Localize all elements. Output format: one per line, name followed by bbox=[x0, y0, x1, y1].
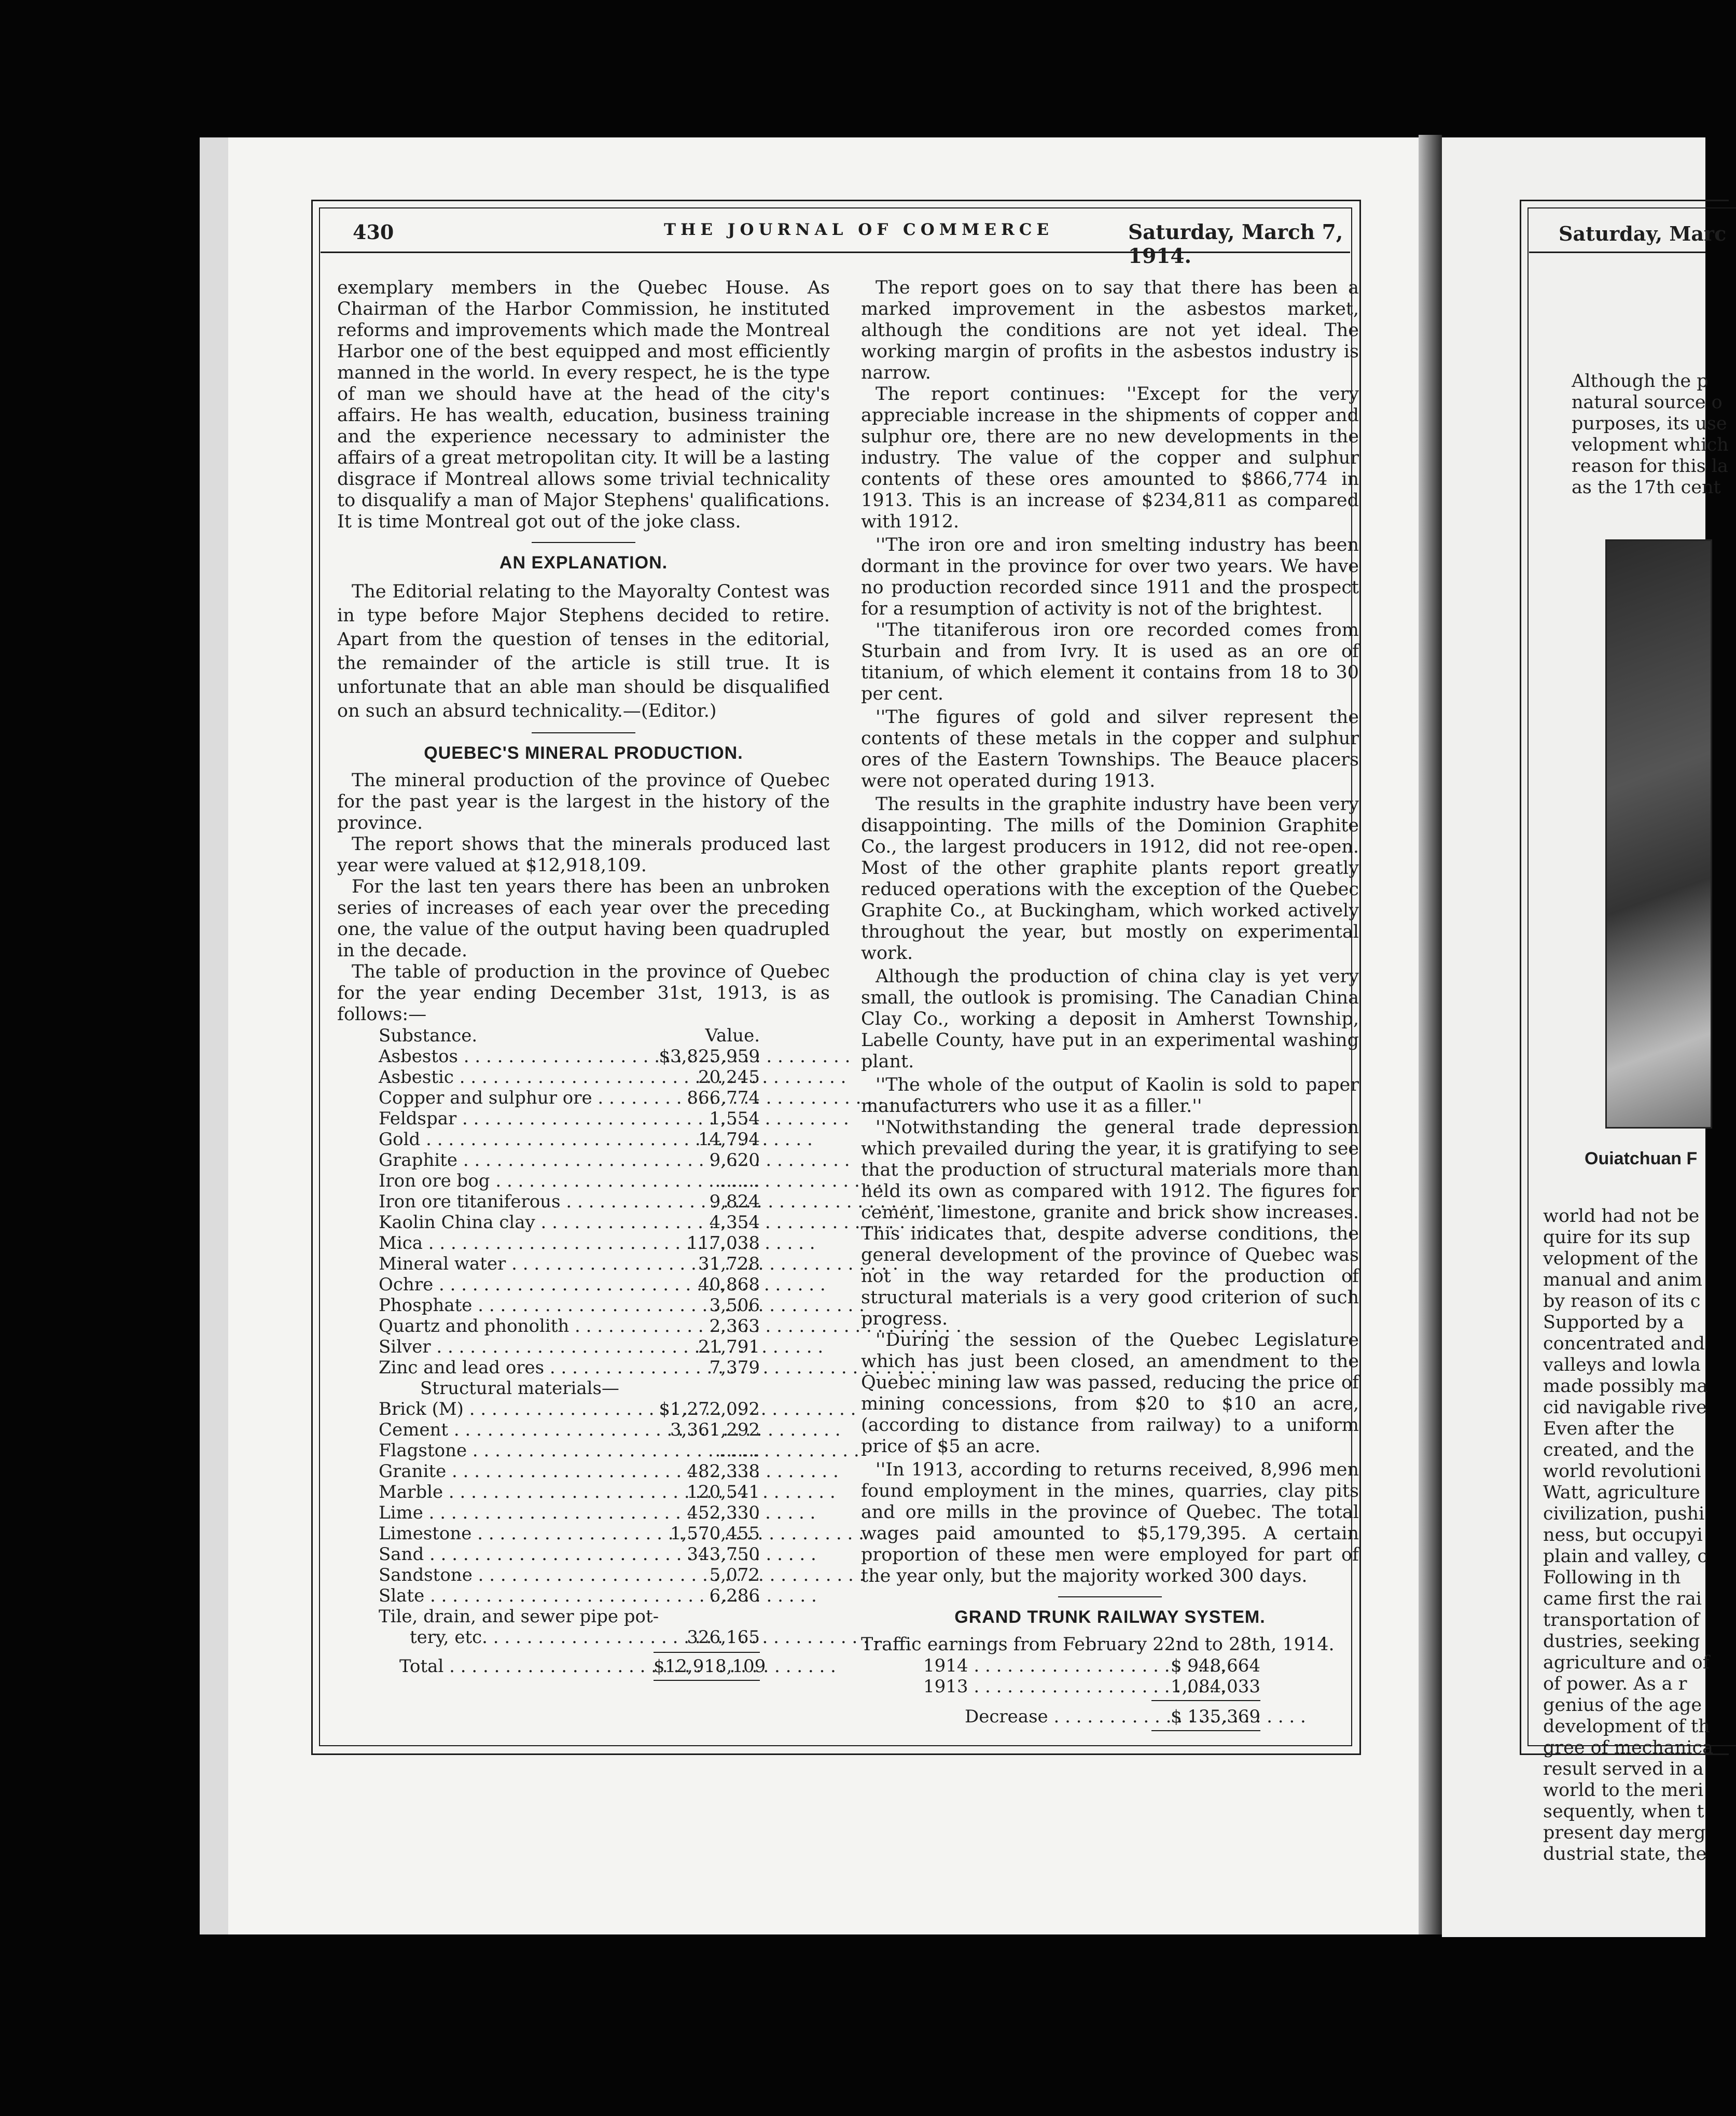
row-value: 3,361,292 bbox=[670, 1419, 760, 1440]
facing-header-rule bbox=[1529, 252, 1705, 253]
mineral-paragraph: For the last ten years there has been an unbroken series of increases of each year over the preceding one, the value of the output having been quadrupled in the decade. bbox=[337, 876, 830, 961]
structural-subheading-row bbox=[337, 1378, 830, 1399]
traffic-rows bbox=[861, 1655, 1359, 1697]
facing-page-top-text bbox=[1572, 371, 1729, 498]
row-value: 7,379 bbox=[709, 1357, 760, 1378]
facing-text-line: came first the rai bbox=[1543, 1589, 1702, 1609]
row-value: 14,794 bbox=[698, 1129, 760, 1150]
report-paragraph: ''The iron ore and iron smelting industry has been dormant in the province for over two years. We have no production recorded since 1911 and the prospect for a resumption of activity is not of the brightest. bbox=[861, 535, 1359, 619]
mineral-paragraph: The table of production in the province of Quebec for the year ending December 31st, 1913, is as follows:— bbox=[337, 962, 830, 1025]
decrease-value: $ 135,369 bbox=[1170, 1706, 1260, 1727]
facing-text-line: present day merg bbox=[1543, 1822, 1706, 1843]
decrease-row bbox=[861, 1706, 1359, 1727]
table-row bbox=[337, 1108, 830, 1129]
facing-page-caption: Ouiatchuan F bbox=[1585, 1149, 1698, 1168]
right-column bbox=[861, 277, 1359, 1736]
row-value: 4,354 bbox=[709, 1212, 760, 1233]
row-value: 31,728 bbox=[698, 1254, 760, 1274]
table-row bbox=[337, 1337, 830, 1357]
row-value: 20,245 bbox=[698, 1067, 760, 1088]
row-name: Marble . . . bbox=[337, 1482, 654, 1502]
report-paragraph: ''During the session of the Quebec Legislature which has just been closed, an amendment to the Quebec mining law was passed, reducing the price of mining concessions, from $20 to $10 an acre, (according to distance from railway) to a uniform price of $5 an acre. bbox=[861, 1330, 1359, 1457]
row-name: Phosphate . . . bbox=[337, 1295, 654, 1316]
row-value: ........ bbox=[715, 1171, 760, 1191]
facing-text-line: created, and the bbox=[1543, 1440, 1695, 1460]
table-row bbox=[337, 1150, 830, 1171]
row-name: Silver . . . bbox=[337, 1337, 654, 1357]
structural-rows bbox=[337, 1399, 830, 1606]
report-paragraph: ''Notwithstanding the general trade depression which prevailed during the year, it is gratifying to see that the production of structural materials more than held its own as compared with 1912. The figures for cement, limestone, granite and brick show increases. This indicates that, despite adverse conditions, the general development of the province of Quebec was not in the way retarded for the production of structural materials is a very good criterion of such progress. bbox=[861, 1117, 1359, 1329]
facing-text-line: ness, but occupyi bbox=[1543, 1525, 1703, 1546]
row-name: Granite . . . bbox=[337, 1461, 654, 1482]
row-name: Kaolin China clay . . . bbox=[337, 1212, 654, 1233]
earnings-rule bbox=[1151, 1700, 1260, 1701]
facing-text-line: world had not be bbox=[1543, 1206, 1700, 1227]
row-value: 5,072 bbox=[709, 1565, 760, 1585]
row-value: $3,825,959 bbox=[659, 1046, 760, 1067]
mineral-paragraph: The mineral production of the province of Quebec for the past year is the largest in the history of the province. bbox=[337, 770, 830, 833]
page-header bbox=[332, 215, 1359, 268]
total-row bbox=[337, 1656, 830, 1677]
editorial-continuation: exemplary members in the Quebec House. As Chairman of the Harbor Commission, he instituted reforms and improvements which made the Montreal Harbor one of the best equipped and most efficiently manned in the world. In every respect, he is the type of man we should have at the head of the city's affairs. He has wealth, education, business training and the experience necessary to administer the affairs of a great metropolitan city. It will be a lasting disgrace if Montreal allows some trivial technicality to disqualify a man of Major Stephens' qualifications. It is time Montreal got out of the joke class. bbox=[337, 277, 830, 532]
row-value: 482,338 bbox=[687, 1461, 760, 1482]
report-paragraph: Although the production of china clay is yet very small, the outlook is promising. The Canadian China Clay Co., working a deposit in Amherst Township, Labelle County, have put in an experimental washing plant. bbox=[861, 966, 1359, 1072]
facing-text-line: concentrated and bbox=[1543, 1333, 1705, 1354]
row-value: 3,506 bbox=[709, 1295, 760, 1316]
table-row bbox=[337, 1274, 830, 1295]
page-edge bbox=[200, 137, 228, 1934]
facing-page-date: Saturday, Marc bbox=[1559, 222, 1727, 245]
facing-text-line: natural source o bbox=[1572, 392, 1723, 413]
row-name: Feldspar . . . bbox=[337, 1108, 654, 1129]
report-paragraph: The results in the graphite industry have been very disappointing. The mills of the Dominion Graphite Co., the largest producers in 1912, did not ree-open. Most of the other graphite plants report greatly reduced operations with the exception of the Quebec Graphite Co., at Buckingham, which worked actively throughout the year, but mostly on experimental work. bbox=[861, 794, 1359, 964]
structural-subheading: Structural materials— bbox=[420, 1378, 619, 1399]
facing-text-line: reason for this la bbox=[1572, 456, 1728, 477]
table-row bbox=[337, 1440, 830, 1461]
facing-text-line: manual and anim bbox=[1543, 1270, 1703, 1290]
row-name: Sand . . . bbox=[337, 1544, 654, 1565]
earnings-row bbox=[861, 1676, 1359, 1697]
grand-trunk-intro: Traffic earnings from February 22nd to 28th, 1914. bbox=[861, 1634, 1335, 1655]
facing-text-line: genius of the age bbox=[1543, 1695, 1702, 1716]
report-paragraph: ''The titaniferous iron ore recorded comes from Sturbain and from Ivry. It is used as an ore of titanium, of which element it contains from 18 to 30 per cent. bbox=[861, 620, 1359, 704]
report-paragraph: ''In 1913, according to returns received, 8,996 men found employment in the mines, quarries, clay pits and ore mills in the province of Quebec. The total wages paid amounted to $5,179,395. A certain proportion of these men were employed for part of the year only, but the majority worked 300 days. bbox=[861, 1459, 1359, 1586]
row-value: 1,570,455 bbox=[670, 1523, 760, 1544]
table-row bbox=[337, 1088, 830, 1108]
table-row bbox=[337, 1191, 830, 1212]
earnings-value: 1,084,033 bbox=[1170, 1676, 1260, 1697]
total-value: $12,918,109 bbox=[654, 1656, 766, 1677]
journal-title: THE JOURNAL OF COMMERCE bbox=[664, 220, 1054, 239]
page-number: 430 bbox=[353, 220, 394, 244]
facing-text-line: cid navigable rive bbox=[1543, 1397, 1707, 1418]
table-row bbox=[337, 1357, 830, 1378]
facing-text-line: velopment which bbox=[1572, 435, 1729, 455]
row-name: Zinc and lead ores . . . bbox=[337, 1357, 654, 1378]
issue-date: Saturday, March 7, 1914. bbox=[1128, 220, 1343, 268]
facing-page-photograph bbox=[1605, 539, 1712, 1129]
earnings-row bbox=[861, 1655, 1359, 1676]
row-name: Flagstone . . . bbox=[337, 1440, 654, 1461]
facing-text-line: Even after the bbox=[1543, 1418, 1675, 1439]
table-row bbox=[337, 1316, 830, 1337]
facing-text-line: Supported by a bbox=[1543, 1312, 1684, 1333]
facing-text-line: sequently, when t bbox=[1543, 1801, 1704, 1822]
total-rule bbox=[654, 1652, 760, 1653]
earnings-year: 1914 . . . bbox=[861, 1655, 1151, 1676]
table-row bbox=[337, 1461, 830, 1482]
row-name: tery, etc. . . . bbox=[337, 1627, 654, 1648]
row-value: 9,824 bbox=[709, 1191, 760, 1212]
row-name: Iron ore bog . . . bbox=[337, 1171, 654, 1191]
row-value: $1,272,092 bbox=[659, 1399, 760, 1419]
row-name: Mineral water . . . bbox=[337, 1254, 654, 1274]
row-name: Mica . . . bbox=[337, 1233, 654, 1254]
facing-text-line: Although the p bbox=[1572, 371, 1709, 392]
facing-text-line: purposes, its use bbox=[1572, 413, 1727, 434]
row-name: Limestone . . . bbox=[337, 1523, 654, 1544]
row-value: 21,791 bbox=[698, 1337, 760, 1357]
row-name: Quartz and phonolith . . . bbox=[337, 1316, 654, 1337]
explanation-text: The Editorial relating to the Mayoralty Contest was in type before Major Stephens decided to retire. Apart from the question of tenses in the editorial, the remainder of the article is still true. It is unfortunate that an able man should be disqualified on such an absurd technicality.—(Editor.) bbox=[337, 581, 830, 721]
table-row bbox=[337, 1046, 830, 1067]
row-value: 1,554 bbox=[709, 1108, 760, 1129]
facing-text-line: valleys and lowla bbox=[1543, 1355, 1701, 1375]
table-row bbox=[337, 1565, 830, 1585]
section-divider bbox=[532, 732, 635, 733]
row-name: Cement . . . bbox=[337, 1419, 654, 1440]
row-name: Graphite . . . bbox=[337, 1150, 654, 1171]
row-name: Tile, drain, and sewer pipe pot- bbox=[379, 1606, 659, 1627]
table-row bbox=[337, 1482, 830, 1502]
report-paragraph: The report continues: ''Except for the very appreciable increase in the shipments of copper and sulphur ore, there are no new developments in the industry. The value of the copper and sulphur contents of these ores amounted to $866,774 in 1913. This is an increase of $234,811 as compared with 1912. bbox=[861, 384, 1359, 532]
row-value: ........ bbox=[715, 1440, 760, 1461]
table-row bbox=[337, 1606, 830, 1627]
facing-text-line: Following in th bbox=[1543, 1567, 1681, 1588]
table-row bbox=[337, 1295, 830, 1316]
traffic-earnings-table bbox=[861, 1655, 1359, 1731]
table-row bbox=[337, 1502, 830, 1523]
facing-text-line: of power. As a r bbox=[1543, 1674, 1687, 1694]
row-value: 120,541 bbox=[687, 1482, 760, 1502]
value-header: Value. bbox=[705, 1025, 760, 1046]
facing-text-line: dustrial state, the bbox=[1543, 1844, 1707, 1864]
table-row bbox=[337, 1067, 830, 1088]
facing-page-bottom-text bbox=[1543, 1206, 1713, 1865]
table-row bbox=[337, 1233, 830, 1254]
row-value: 9,620 bbox=[709, 1150, 760, 1171]
row-name: Asbestos . . . bbox=[337, 1046, 654, 1067]
row-name: Copper and sulphur ore . . . bbox=[337, 1088, 654, 1108]
row-name: Ochre . . . bbox=[337, 1274, 654, 1295]
table-header-row bbox=[337, 1025, 830, 1046]
table-row bbox=[337, 1212, 830, 1233]
mineral-production-table bbox=[337, 1025, 830, 1681]
facing-text-line: dustries, seeking bbox=[1543, 1631, 1700, 1652]
explanation-heading: AN EXPLANATION. bbox=[499, 553, 668, 573]
row-name: Sandstone . . . bbox=[337, 1565, 654, 1585]
row-value: 40,868 bbox=[698, 1274, 760, 1295]
grand-trunk-heading: GRAND TRUNK RAILWAY SYSTEM. bbox=[954, 1607, 1266, 1627]
facing-text-line: velopment of the bbox=[1543, 1248, 1699, 1269]
earnings-value: $ 948,664 bbox=[1170, 1655, 1260, 1676]
facing-text-line: made possibly ma bbox=[1543, 1376, 1708, 1397]
row-value: 117,038 bbox=[687, 1233, 760, 1254]
table-row bbox=[337, 1419, 830, 1440]
table-row bbox=[337, 1129, 830, 1150]
row-name: Brick (M) . . . bbox=[337, 1399, 654, 1419]
mineral-heading: QUEBEC'S MINERAL PRODUCTION. bbox=[424, 743, 743, 763]
binding-gutter bbox=[1419, 135, 1442, 1934]
facing-text-line: world revolutioni bbox=[1543, 1461, 1701, 1482]
table-row bbox=[337, 1171, 830, 1191]
mineral-rows bbox=[337, 1046, 830, 1378]
decrease-underline bbox=[1151, 1730, 1260, 1731]
table-row bbox=[337, 1523, 830, 1544]
row-name: Asbestic . . . bbox=[337, 1067, 654, 1088]
row-name: Slate . . . bbox=[337, 1585, 654, 1606]
left-column bbox=[337, 277, 830, 1681]
row-value: 866,774 bbox=[687, 1088, 760, 1108]
facing-text-line: result served in a bbox=[1543, 1759, 1704, 1779]
report-paragraph: ''The figures of gold and silver represent the contents of these metals in the copper and sulphur ores of the Eastern Townships. The Beauce placers were not operated during 1913. bbox=[861, 707, 1359, 791]
facing-text-line: agriculture and of bbox=[1543, 1652, 1710, 1673]
substance-header: Substance. bbox=[379, 1025, 478, 1046]
table-row bbox=[337, 1254, 830, 1274]
decrease-label: Decrease . . . bbox=[861, 1706, 1151, 1727]
facing-text-line: transportation of bbox=[1543, 1610, 1700, 1631]
section-divider bbox=[1058, 1596, 1162, 1597]
earnings-year: 1913 . . . bbox=[861, 1676, 1151, 1697]
facing-text-line: development of th bbox=[1543, 1716, 1710, 1737]
facing-text-line: gree of mechanica bbox=[1543, 1737, 1713, 1758]
total-label: Total . . . bbox=[337, 1656, 654, 1677]
section-divider bbox=[532, 542, 635, 543]
report-paragraph: The report goes on to say that there has been a marked improvement in the asbestos market, although the conditions are not yet ideal. The working margin of profits in the asbestos industry is narrow. bbox=[861, 277, 1359, 383]
mineral-paragraph: The report shows that the minerals produced last year were valued at $12,918,109. bbox=[337, 834, 830, 876]
total-underline bbox=[654, 1680, 760, 1681]
row-value: 343,750 bbox=[687, 1544, 760, 1565]
explanation-body bbox=[337, 580, 830, 723]
facing-text-line: civilization, pushi bbox=[1543, 1504, 1705, 1524]
facing-text-line: by reason of its c bbox=[1543, 1291, 1701, 1312]
row-value: 452,330 bbox=[687, 1502, 760, 1523]
table-row bbox=[337, 1585, 830, 1606]
row-name: Iron ore titaniferous . . . bbox=[337, 1191, 654, 1212]
table-row bbox=[337, 1544, 830, 1565]
row-value: 326,165 bbox=[687, 1627, 760, 1648]
row-name: Lime . . . bbox=[337, 1502, 654, 1523]
row-value: 6,286 bbox=[709, 1585, 760, 1606]
facing-text-line: as the 17th cent bbox=[1572, 477, 1721, 498]
row-name: Gold . . . bbox=[337, 1129, 654, 1150]
row-value: 2,363 bbox=[709, 1316, 760, 1337]
facing-text-line: plain and valley, c bbox=[1543, 1546, 1707, 1567]
facing-text-line: world to the meri bbox=[1543, 1780, 1704, 1801]
facing-text-line: Watt, agriculture bbox=[1543, 1482, 1700, 1503]
table-row bbox=[337, 1627, 830, 1648]
table-row bbox=[337, 1399, 830, 1419]
report-paragraph: ''The whole of the output of Kaolin is sold to paper manufacturers who use it as a filler.'' bbox=[861, 1075, 1359, 1117]
facing-text-line: quire for its sup bbox=[1543, 1227, 1690, 1248]
